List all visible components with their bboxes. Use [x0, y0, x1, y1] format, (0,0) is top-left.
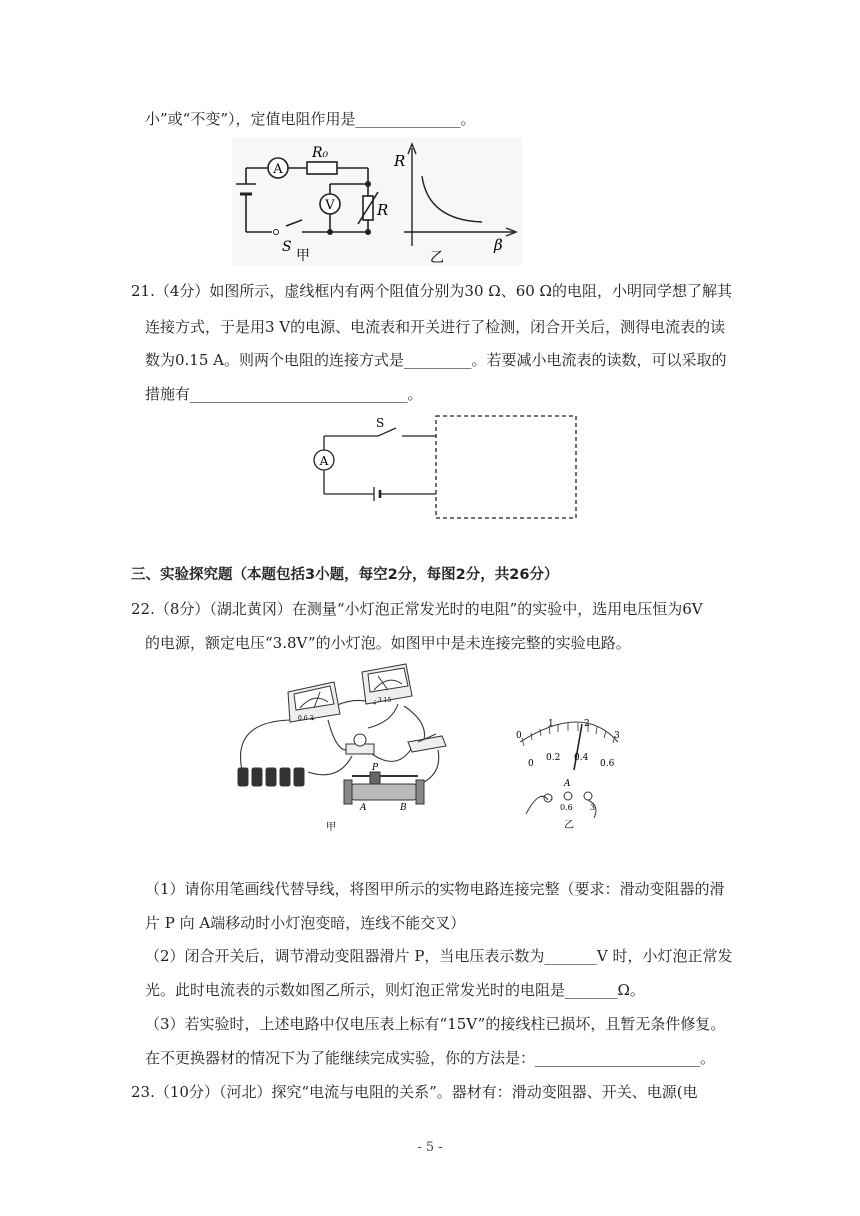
dial-unit-label: A [564, 779, 571, 789]
scale-top-tick: 3 [614, 731, 620, 741]
text-line: 光。此时电流表的示数如图乙所示，则灯泡正常发光时的电阻是_______Ω。 [145, 981, 645, 999]
text-line: （2）闭合开关后，调节滑动变阻器滑片 P，当电压表示数为_______V 时，小灯泡正常发 [145, 947, 733, 965]
text-line: 连接方式，于是用3 V的电源、电流表和开关进行了检测，闭合开关后，测得电流表的读 [145, 318, 726, 336]
switch-device-icon [408, 734, 446, 752]
terminal-minus: - [550, 795, 553, 804]
ammeter-label: A [319, 454, 329, 468]
ammeter-device-icon [288, 682, 340, 722]
text-line: 23.（10分）（河北）探究“电流与电阻的关系”。器材有：滑动变阻器、开关、电源(电 [131, 1083, 698, 1101]
circuit-figure-21 [300, 410, 580, 522]
text-line: 21.（4分）如图所示，虚线框内有两个阻值分别为30 Ω、60 Ω的电阻，小明同学想了解其 [131, 282, 732, 300]
meter-left-range: 0.6 3 [298, 715, 314, 722]
text-line: 数为0.15 A。则两个电阻的连接方式是_________。若要减小电流表的读数，可以采取的 [145, 351, 727, 369]
scale-bottom-tick: 0.2 [546, 753, 561, 763]
terminal-06: 0.6 [560, 803, 573, 812]
scale-bottom-tick: 0 [528, 759, 534, 769]
voltmeter-label: V [325, 198, 335, 213]
figure-yi-label: 乙 [430, 250, 444, 266]
meter-right-range: - 3 15 [374, 697, 392, 704]
graph-x-axis-label: β [494, 236, 503, 254]
scale-bottom-tick: 0.4 [574, 753, 589, 763]
circuit-figure-20 [232, 138, 522, 266]
text-line: 22.（8分）（湖北黄冈）在测量“小灯泡正常发光时的电阻”的实验中，选用电压恒为6V [131, 600, 703, 618]
text-line: 的电源，额定电压“3.8V”的小灯泡。如图甲中是未连接完整的实验电路。 [145, 634, 631, 652]
scale-bottom-tick: 0.6 [600, 759, 615, 769]
text-line: （3）若实验时，上述电路中仅电压表上标有“15V”的接线柱已损坏，且暂无条件修复。 [145, 1015, 726, 1033]
terminal-b-label: B [400, 803, 407, 813]
r0-label: R₀ [312, 145, 329, 161]
slider-p-label: P [372, 763, 379, 773]
rheostat-icon [344, 772, 424, 804]
figure-jia-label: 甲 [326, 822, 336, 833]
scale-top-tick: 1 [548, 719, 554, 729]
scale-top-tick: 2 [584, 719, 590, 729]
text-line: 小”或“不变”），定值电阻作用是______________。 [145, 110, 476, 128]
switch-label: S [376, 416, 385, 430]
terminal-3: 3 [590, 803, 596, 812]
text-line: 片 P 向 A端移动时小灯泡变暗，连线不能交叉） [145, 914, 466, 932]
figure-yi-label: 乙 [564, 820, 574, 831]
figure-jia-label: 甲 [296, 248, 310, 264]
scale-top-tick: 0 [516, 731, 522, 741]
experiment-figure-22 [228, 662, 648, 834]
page-number: - 5 - [417, 1140, 443, 1155]
switch-label: S [282, 239, 292, 255]
section-heading: 三、实验探究题（本题包括3小题，每空2分，每图2分，共26分） [131, 567, 559, 583]
text-line: （1）请你用笔画线代替导线，将图甲所示的实物电路连接完整（要求：滑动变阻器的滑 [145, 880, 725, 898]
graph-y-axis-label: R [394, 152, 406, 170]
ammeter-label: A [273, 162, 283, 177]
r-label: R [377, 201, 389, 219]
text-line: 在不更换器材的情况下为了能继续完成实验，你的方法是：______________________。 [145, 1049, 716, 1067]
text-line: 措施有_____________________________。 [145, 385, 423, 403]
bulb-holder-icon [346, 734, 374, 754]
battery-pack-icon [238, 768, 304, 786]
terminal-a-label: A [360, 803, 367, 813]
